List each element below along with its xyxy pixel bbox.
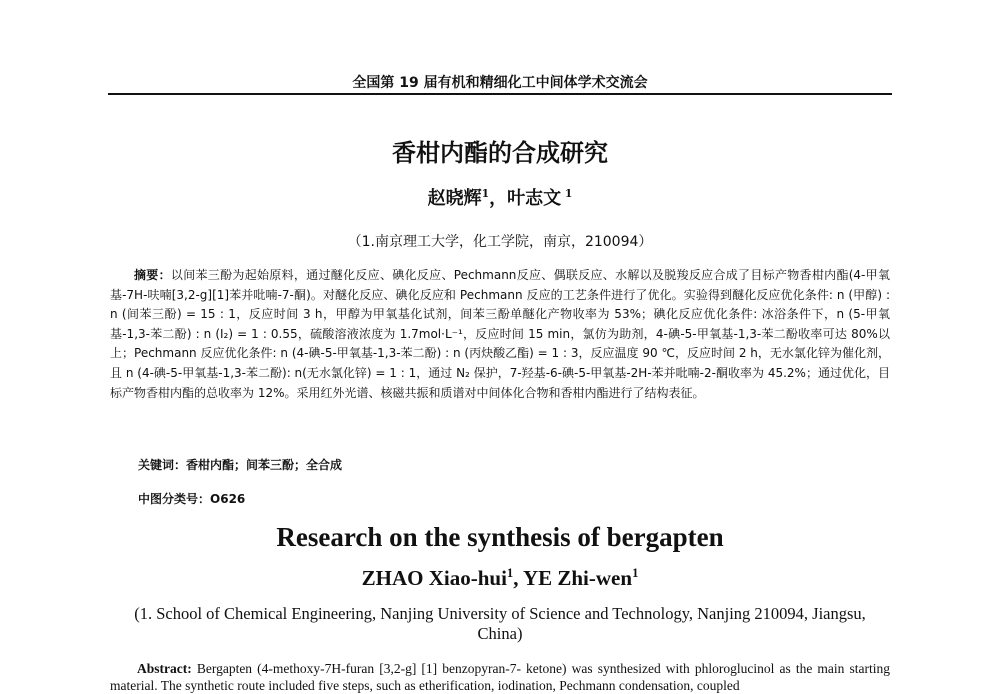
chinese-authors bbox=[0, 184, 1000, 210]
abstract-label: 摘要： bbox=[134, 268, 171, 282]
classification-number bbox=[138, 490, 890, 507]
abstract-text: 以间苯三酚为起始原料，通过醚化反应、碘化反应、Pechmann反应、偶联反应、水解以及脱羧反应合成了目标产物香柑内酯(4-甲氧基-7H-呋喃[3,2-g][1]苯并吡喃-7-酮)。对醚化反应、碘化反应和 Pechmann 反应的工艺条件进行了优化。实验得到醚化反应优化条件: n (甲醇) : n (间苯三酚) = 15 : 1，反应时间 3 h，甲醇为甲氧基化试剂，间苯三酚单醚化产物收率为 53%；碘化反应优化条件: 冰浴条件下，n (5-甲氧基-1,3-苯二酚) : n (I₂) = 1 : 0.55，硫酸溶液浓度为 1.7mol·L⁻¹，反应时间 15 min，氯仿为助剂，4-碘-5-甲氧基-1,3-苯二酚收率可达 80%以上；Pechmann 反应优化条件: n (4-碘-5-甲氧基-1,3-苯二酚) : n (丙炔酸乙酯) = 1 : 3，反应温度 90 ℃，反应时间 2 h，无水氯化锌为催化剂，且 n (4-碘-5-甲氧基-1,3-苯二酚): n(无水氯化锌) = 1 : 1，通过 N₂ 保护，7-羟基-6-碘-5-甲氧基-2H-苯并吡喃-2-酮收率为 45.2%；通过优化，目标产物香柑内酯的总收率为 12%。采用红外光谱、核磁共振和质谱对中间体化合物和香柑内酯进行了结构表征。 bbox=[110, 268, 890, 400]
chinese-abstract bbox=[110, 266, 890, 403]
author-separator: ， bbox=[489, 188, 508, 209]
chinese-title: 香柑内酯的合成研究 bbox=[392, 139, 608, 167]
author-name: 叶志文 bbox=[507, 188, 562, 209]
author-name: 赵晓辉 bbox=[427, 188, 482, 209]
author-name: ZHAO Xiao-hui bbox=[361, 566, 507, 590]
chinese-keywords bbox=[138, 456, 890, 473]
abstract-text: Bergapten (4-methoxy-7H-furan [3,2-g] [1] benzopyran-7- ketone) was synthesized with phloroglucinol as the main starting material. The synthetic route included five steps, such as etherification, iodination, Pechmann condensation, coupled bbox=[110, 661, 890, 693]
abstract-label: Abstract: bbox=[137, 661, 197, 676]
english-title: Research on the synthesis of bergapten bbox=[276, 522, 724, 552]
english-affiliation: (1. School of Chemical Engineering, Nanjing University of Science and Technology, Nanjing 210094, Jiangsu, China) bbox=[134, 604, 866, 643]
author-affiliation-mark: 1 bbox=[481, 187, 490, 200]
english-authors bbox=[0, 566, 1000, 591]
classification-text: O626 bbox=[210, 492, 246, 506]
keywords-label: 关键词： bbox=[138, 458, 187, 472]
classification-label: 中图分类号： bbox=[138, 492, 211, 506]
author-name: YE Zhi-wen bbox=[522, 566, 633, 590]
chinese-affiliation: （1.南京理工大学，化工学院，南京，210094） bbox=[347, 234, 653, 250]
running-header: 全国第 19 届有机和精细化工中间体学术交流会 bbox=[352, 75, 648, 91]
author-affiliation-mark: 1 bbox=[506, 566, 514, 580]
header-rule bbox=[108, 93, 892, 95]
author-separator: , bbox=[513, 566, 523, 590]
author-affiliation-mark: 1 bbox=[561, 187, 573, 200]
author-affiliation-mark: 1 bbox=[632, 566, 639, 580]
keywords-text: 香柑内酯；间苯三酚；全合成 bbox=[186, 458, 343, 472]
english-abstract bbox=[110, 660, 890, 694]
